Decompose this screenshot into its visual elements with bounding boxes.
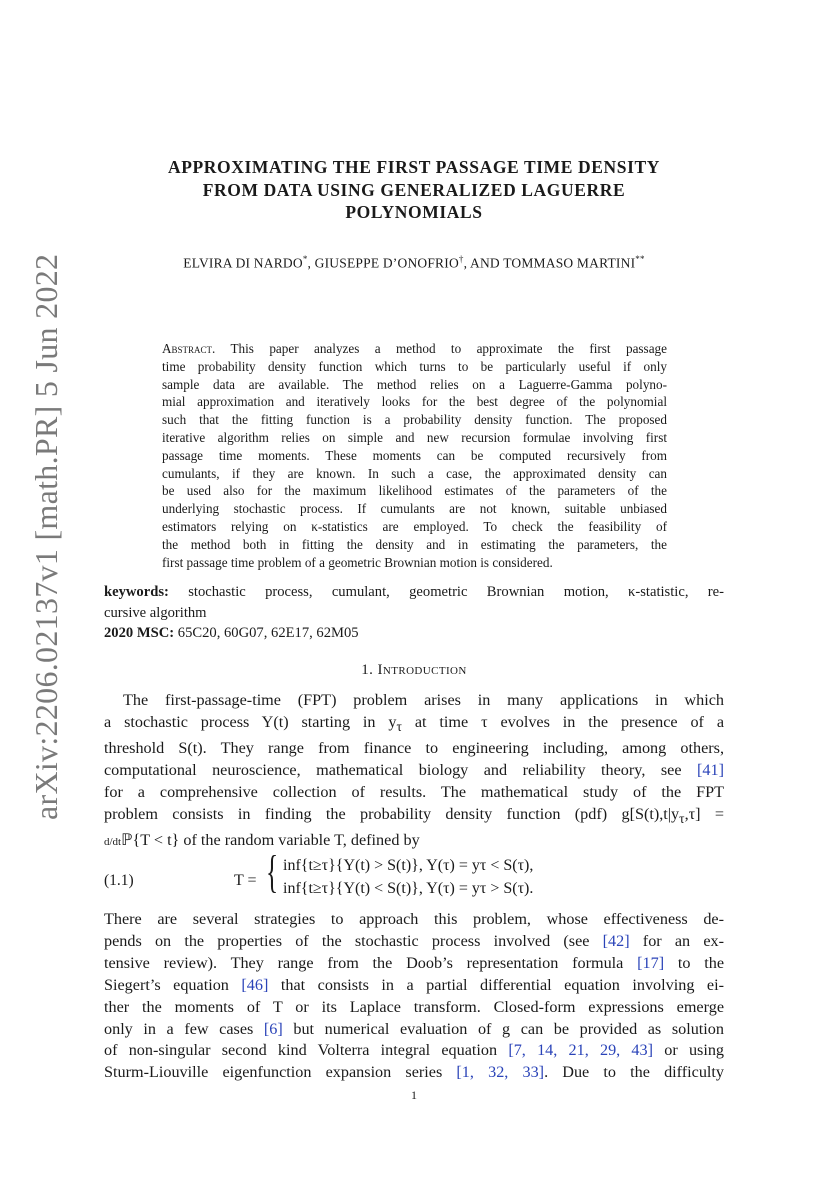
affiliation-mark: † <box>458 254 464 264</box>
intro-paragraph <box>104 690 724 854</box>
author-name: ELVIRA DI NARDO <box>183 255 303 271</box>
author-name: , AND TOMMASO MARTINI <box>463 255 636 271</box>
paragraph-line: ther the moments of T or its Laplace transform. Closed-form expressions emerge <box>104 997 724 1016</box>
paragraph-line: Sturm-Liouville eigenfunction expansion series [1, 32, 33]. Due to the difficulty <box>104 1063 725 1082</box>
section-heading-introduction: 1. Introduction <box>361 662 467 678</box>
citation-link[interactable]: [42] <box>602 931 630 950</box>
abstract-line: mial approximation and iteratively looks for the best degree of the polynomial <box>162 394 667 410</box>
paragraph-line: threshold S(t). They range from finance to engineering including, among others, <box>104 739 724 758</box>
abstract-line: estimators relying on κ-statistics are employed. To check the feasibility of <box>162 518 667 534</box>
paragraph-line: of non-singular second kind Volterra integral equation [7, 14, 21, 29, 43] or using <box>104 1041 725 1060</box>
author-list <box>104 254 724 272</box>
msc-codes: 65C20, 60G07, 62E17, 62M05 <box>174 625 359 642</box>
abstract-line: iterative algorithm relies on simple and new recursion formulae involving first <box>162 429 667 445</box>
paragraph-line: only in a few cases [6] but numerical evaluation of g can be provided as solution <box>104 1019 724 1038</box>
title-line: FROM DATA USING GENERALIZED LAGUERRE <box>202 179 626 200</box>
abstract-label: Abstract. <box>162 341 216 356</box>
arxiv-identifier-stamp: arXiv:2206.02137v1 [math.PR] 5 Jun 2022 <box>28 253 64 820</box>
page-number: 1 <box>411 1088 417 1102</box>
paragraph-line: pends on the properties of the stochastic process involved (see [42] for an ex- <box>104 931 724 950</box>
strategies-paragraph <box>104 909 724 1084</box>
abstract-line: be used also for the maximum likelihood estimates of the parameters of the <box>162 483 667 499</box>
msc-line <box>104 623 724 644</box>
affiliation-mark: ** <box>635 254 645 264</box>
abstract-line: time probability density function which turns to be particularly useful if only <box>162 358 667 374</box>
paragraph-line: problem consists in finding the probability density function (pdf) $g[S(t),t|y_\tau,\tau]$ = <box>104 804 724 826</box>
abstract-line: the method both in fitting the density and in estimating the parameters, the <box>162 536 667 552</box>
paragraph-line: The first-passage-time (FPT) problem arises in many applications in which <box>123 691 724 709</box>
paragraph-line: There are several strategies to approach this problem, whose effectiveness de- <box>104 910 724 928</box>
abstract-line: Abstract. This paper analyzes a method to approximate the first passage <box>162 341 667 356</box>
citation-link[interactable]: [1, 32, 33] <box>456 1063 545 1082</box>
equation-case-row: inf{t≥τ}{Y(t) > S(t)}, Y(τ) = yτ < S(τ), <box>283 857 534 874</box>
keywords-line: keywords: stochastic process, cumulant, geometric Brownian motion, κ-statistic, re- <box>104 584 724 600</box>
abstract-line: cumulants, if they are known. In such a case, the approximated density can <box>162 465 667 481</box>
affiliation-mark: * <box>302 254 308 264</box>
paragraph-line: d/dtℙ{T < t} of the random variable T, defined by <box>104 830 420 849</box>
citation-link[interactable]: [7, 14, 21, 29, 43] <box>508 1041 654 1060</box>
keywords-label: keywords: <box>104 584 169 600</box>
equation-number: (1.1) <box>104 872 134 889</box>
paragraph-line: Siegert’s equation [46] that consists in a partial differential equation involving ei- <box>104 975 724 994</box>
citation-link[interactable]: [6] <box>263 1019 283 1038</box>
title-line: APPROXIMATING THE FIRST PASSAGE TIME DENSITY <box>167 157 661 177</box>
citation-link[interactable]: [17] <box>637 953 665 972</box>
keywords-block <box>104 582 724 644</box>
abstract-line: underlying stochastic process. If cumulants are not known, suitable unbiased <box>162 501 667 517</box>
paper-title <box>104 156 724 224</box>
left-brace-icon: { <box>266 846 279 897</box>
paragraph-line: a stochastic process Y(t) starting in $y_\tau$ at time τ evolves in the presence of a <box>104 712 725 735</box>
paragraph-line: computational neuroscience, mathematical biology and reliability theory, see [41] <box>104 760 724 779</box>
paragraph-line: tensive review). They range from the Doob’s representation formula [17] to the <box>104 953 725 972</box>
citation-link[interactable]: [46] <box>241 975 269 994</box>
citation-link[interactable]: [41] <box>697 760 724 779</box>
abstract-line: sample data are available. The method relies on a Laguerre-Gamma polyno- <box>162 376 667 392</box>
derivative-operator: d/dt <box>104 835 122 848</box>
author-name: , GIUSEPPE D’ONOFRIO <box>307 255 459 271</box>
abstract-line: passage time moments. These moments can be computed recursively from <box>162 447 667 463</box>
abstract-line: first passage time problem of a geometric Brownian motion is considered. <box>162 554 553 570</box>
equation-lhs: T = <box>234 872 257 889</box>
paragraph-line: for a comprehensive collection of results. The mathematical study of the FPT <box>104 782 724 801</box>
abstract-line: such that the fitting function is a probability density function. The proposed <box>162 412 667 428</box>
title-line: POLYNOMIALS <box>345 202 483 222</box>
abstract <box>162 340 667 571</box>
keywords-line: cursive algorithm <box>104 604 207 621</box>
equation-case-row: inf{t≥τ}{Y(t) < S(t)}, Y(τ) = yτ > S(τ). <box>283 880 534 897</box>
msc-label: 2020 MSC: <box>104 625 175 642</box>
